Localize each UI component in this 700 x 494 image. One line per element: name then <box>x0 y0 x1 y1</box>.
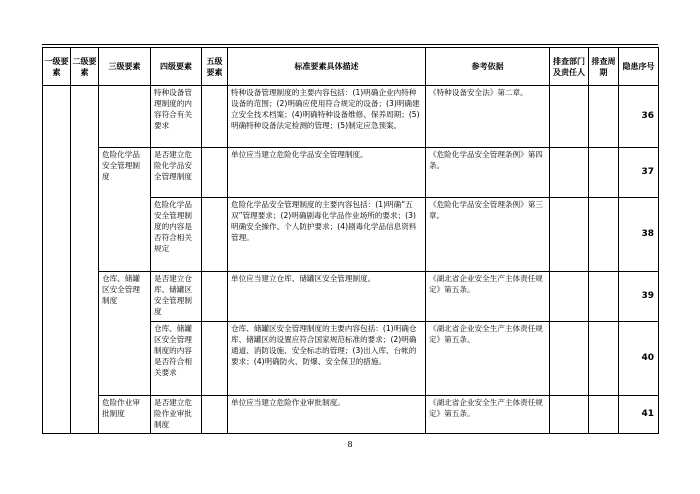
reference-cell: 《湖北省企业安全生产主体责任规定》第五条。 <box>426 322 550 396</box>
level3-cell: 危险化学品安全管理制度 <box>99 148 151 272</box>
top-rule <box>42 44 658 45</box>
department-cell <box>550 396 589 434</box>
header-level1: 一级要素 <box>43 48 71 86</box>
department-cell <box>550 272 589 322</box>
level1-cell <box>43 86 71 434</box>
header-department: 排查部门及责任人 <box>550 48 589 86</box>
cycle-cell <box>589 322 619 396</box>
reference-cell: 《危险化学品安全管理条例》第四条。 <box>426 148 550 198</box>
department-cell <box>550 86 589 148</box>
level4-cell: 是否建立危险化学品安全管理制度 <box>151 148 202 198</box>
department-cell <box>550 198 589 272</box>
header-level4: 四级要素 <box>151 48 202 86</box>
level3-cell: 仓库、储罐区安全管理制度 <box>99 272 151 396</box>
hazard-checklist-table <box>42 47 659 434</box>
description-cell: 危险化学品安全管理制度的主要内容包括：(1)明确“五双”管理要求；(2)明确剧毒化学品作业场所的要求；(3)明确安全操作、个人防护要求；(4)剧毒化学品信息资料管理。 <box>228 198 426 272</box>
header-row <box>43 48 659 86</box>
level4-cell: 是否建立仓库、储罐区安全管理制度 <box>151 272 202 322</box>
description-cell: 单位应当建立危险化学品安全管理制度。 <box>228 148 426 198</box>
hazard-number: 39 <box>619 272 659 322</box>
cycle-cell <box>589 272 619 322</box>
level5-cell <box>202 272 228 322</box>
page-number: 8 <box>347 440 353 449</box>
description-cell: 特种设备管理制度的主要内容包括：(1)明确企业内特种设备的范围；(2)明确应使用符合规定的设备；(3)明确建立安全技术档案；(4)明确特种设备维修、保养周期；(5)明确特种设备法定检测的管理；(5)制定应急预案。 <box>228 86 426 148</box>
description-cell: 单位应当建立危险作业审批制度。 <box>228 396 426 434</box>
reference-cell: 《湖北省企业安全生产主体责任规定》第五条。 <box>426 272 550 322</box>
reference-cell: 《危险化学品安全管理条例》第三章。 <box>426 198 550 272</box>
cycle-cell <box>589 86 619 148</box>
header-level5: 五级要素 <box>202 48 228 86</box>
header-hazard-no: 隐患序号 <box>619 48 659 86</box>
level5-cell <box>202 396 228 434</box>
hazard-number: 38 <box>619 198 659 272</box>
level4-cell: 仓库、储罐区安全管理制度的内容是否符合相关要求 <box>151 322 202 396</box>
level2-cell <box>71 86 99 434</box>
hazard-number: 36 <box>619 86 659 148</box>
cycle-cell <box>589 198 619 272</box>
table-row <box>43 272 659 322</box>
level5-cell <box>202 322 228 396</box>
department-cell <box>550 148 589 198</box>
level3-cell: 危险作业审批制度 <box>99 396 151 434</box>
table-row <box>43 86 659 148</box>
description-cell: 单位应当建立仓库、储罐区安全管理制度。 <box>228 272 426 322</box>
level5-cell <box>202 198 228 272</box>
table-row <box>43 396 659 434</box>
header-level2: 二级要素 <box>71 48 99 86</box>
level5-cell <box>202 86 228 148</box>
level3-cell <box>99 86 151 148</box>
header-cycle: 排查周期 <box>589 48 619 86</box>
level5-cell <box>202 148 228 198</box>
reference-cell: 《湖北省企业安全生产主体责任规定》第五条。 <box>426 396 550 434</box>
department-cell <box>550 322 589 396</box>
level4-cell: 是否建立危险作业审批制度 <box>151 396 202 434</box>
hazard-number: 41 <box>619 396 659 434</box>
header-description: 标准要素具体描述 <box>228 48 426 86</box>
level4-cell: 特种设备管理制度的内容符合有关要求 <box>151 86 202 148</box>
header-reference: 参考依据 <box>426 48 550 86</box>
hazard-number: 40 <box>619 322 659 396</box>
cycle-cell <box>589 148 619 198</box>
level4-cell: 危险化学品安全管理制度的内容是否符合相关规定 <box>151 198 202 272</box>
table-row <box>43 148 659 198</box>
header-level3: 三级要素 <box>99 48 151 86</box>
cycle-cell <box>589 396 619 434</box>
reference-cell: 《特种设备安全法》第二章。 <box>426 86 550 148</box>
hazard-number: 37 <box>619 148 659 198</box>
description-cell: 仓库、储罐区安全管理制度的主要内容包括：(1)明确仓库、储罐区的设置应符合国家规范标准的要求；(2)明确通道、消防设施、安全标志的管理；(3)出入库、台帐的要求；(4)明确防火、防爆、安全保卫的措施。 <box>228 322 426 396</box>
